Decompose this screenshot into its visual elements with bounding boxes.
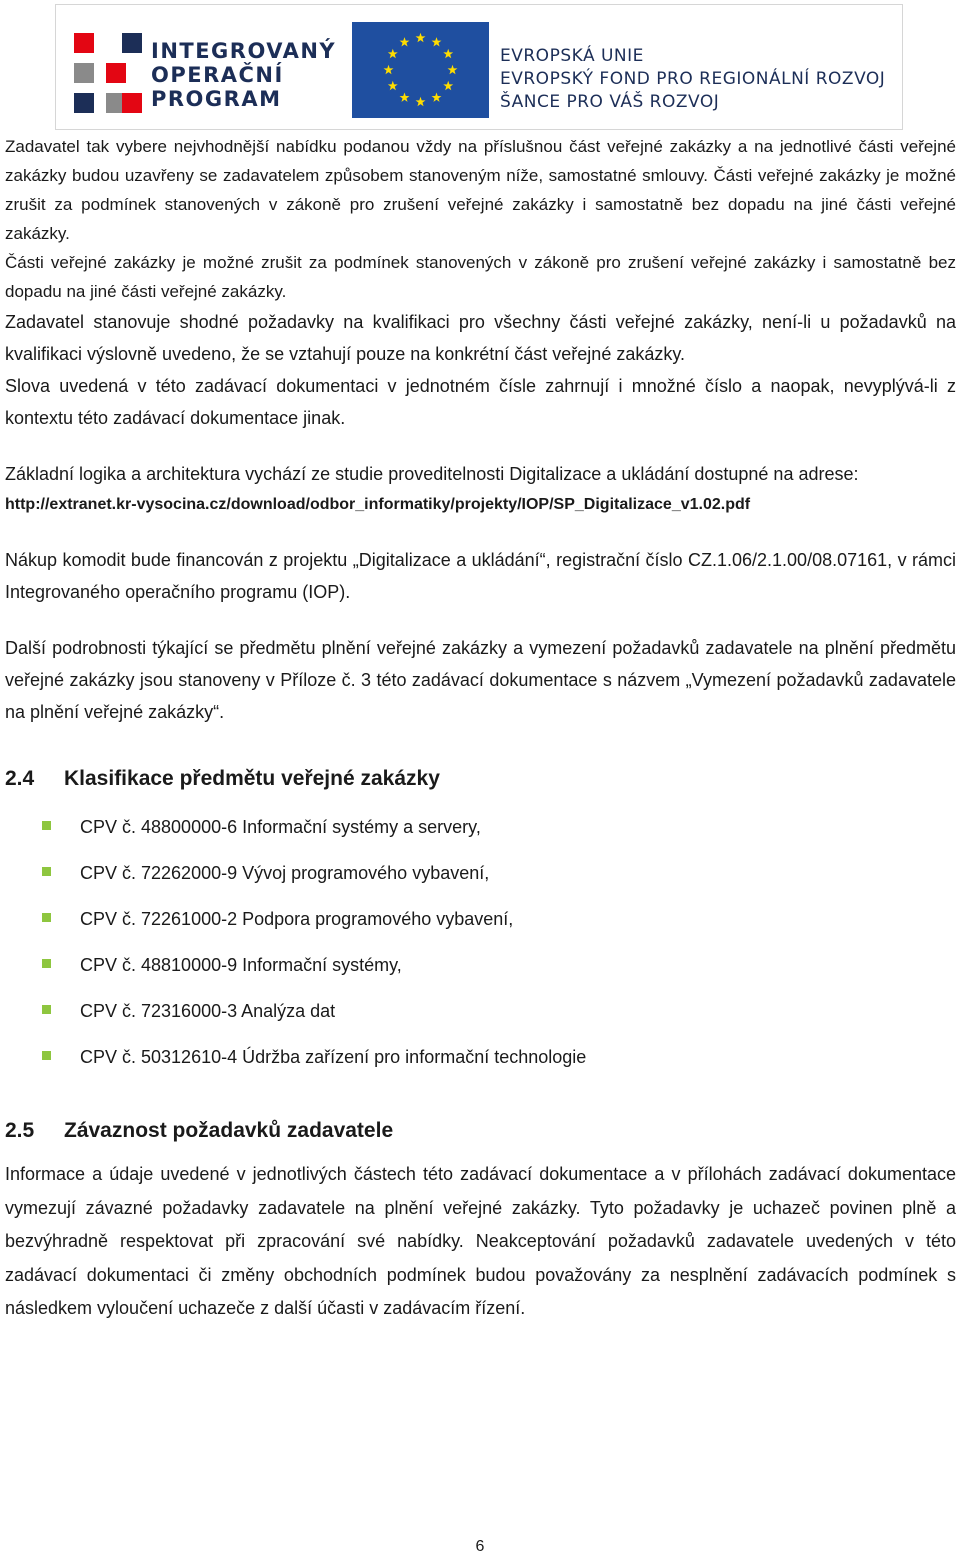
bullet-square-icon — [42, 1005, 51, 1014]
iop-logo-icon — [74, 33, 94, 113]
cpv-item-text: CPV č. 72261000-2 Podpora programového vybavení, — [80, 909, 514, 929]
list-item — [5, 988, 956, 1034]
section-title: Klasifikace předmětu veřejné zakázky — [64, 767, 440, 790]
list-item — [5, 850, 956, 896]
iop-program-title — [151, 39, 336, 111]
study-url-link[interactable]: http://extranet.kr-vysocina.cz/download/odbor_informatiky/projekty/IOP/SP_Digitalizace_v1.02.pdf — [5, 496, 751, 513]
bullet-square-icon — [42, 867, 51, 876]
paragraph-singular-plural: Slova uvedená v této zadávací dokumentaci v jednotném čísle zahrnují i množné číslo a naopak, nevyplývá-li z kontextu této zadávací dokumentace jinak. — [5, 376, 956, 428]
section-heading-2-5 — [5, 1116, 956, 1146]
cpv-item-text: CPV č. 72316000-3 Analýza dat — [80, 1001, 336, 1021]
spacer — [5, 728, 956, 764]
paragraph-funding: Nákup komodit bude financován z projektu „Digitalizace a ukládání“, registrační číslo CZ.1.06/2.1.00/08.07161, v rámci Integrovaného operačního programu (IOP). — [5, 550, 956, 602]
section-title: Závaznost požadavků zadavatele — [64, 1119, 394, 1142]
section-number: 2.4 — [5, 767, 35, 790]
spacer — [5, 1146, 956, 1158]
eu-fund-title — [500, 45, 885, 114]
eu-line-2: EVROPSKÝ FOND PRO REGIONÁLNÍ ROZVOJ — [500, 69, 886, 89]
spacer — [5, 520, 956, 544]
cpv-item-text: CPV č. 48810000-9 Informační systémy, — [80, 955, 402, 975]
cpv-list — [5, 804, 956, 1080]
eu-line-1: EVROPSKÁ UNIE — [500, 46, 644, 66]
paragraph-qualification: Zadavatel stanovuje shodné požadavky na kvalifikaci pro všechny části veřejné zakázky, není-li u požadavků na kvalifikaci výslovně uvedeno, že se vztahují pouze na konkrétní část veřejné zakázky. — [5, 312, 956, 364]
bullet-square-icon — [42, 913, 51, 922]
spacer — [5, 434, 956, 458]
iop-line-3: PROGRAM — [151, 87, 282, 111]
paragraph-architecture: Základní logika a architektura vychází ze studie proveditelnosti Digitalizace a ukládání dostupné na adrese: — [5, 464, 859, 484]
iop-line-1: INTEGROVANÝ — [151, 39, 337, 63]
paragraph-details: Další podrobnosti týkající se předmětu plnění veřejné zakázky a vymezení požadavků zadavatele na plnění předmětu veřejné zakázky jsou stanoveny v Příloze č. 3 této zadávací dokumentace s názvem „Vymezení požadavků zadavatele na plnění veřejné zakázky“. — [5, 638, 956, 722]
bullet-square-icon — [42, 821, 51, 830]
list-item — [5, 896, 956, 942]
bullet-square-icon — [42, 959, 51, 968]
cpv-item-text: CPV č. 50312610-4 Údržba zařízení pro informační technologie — [80, 1047, 587, 1067]
section-number: 2.5 — [5, 1119, 35, 1142]
list-item — [5, 804, 956, 850]
list-item — [5, 942, 956, 988]
iop-line-2: OPERAČNÍ — [151, 63, 284, 87]
cpv-item-text: CPV č. 72262000-9 Vývoj programového vybavení, — [80, 863, 490, 883]
spacer — [5, 1080, 956, 1116]
spacer — [5, 794, 956, 804]
eu-flag-icon — [352, 22, 489, 118]
iop-logo-icon-right — [122, 33, 142, 113]
eu-line-3: ŠANCE PRO VÁŠ ROZVOJ — [500, 92, 720, 112]
section-heading-2-4 — [5, 764, 956, 794]
spacer — [5, 608, 956, 632]
cpv-item-text: CPV č. 48800000-6 Informační systémy a servery, — [80, 817, 481, 837]
paragraph-award-lots: Zadavatel tak vybere nejvhodnější nabídku podanou vždy na příslušnou část veřejné zakázky a na jednotlivé části veřejné zakázky budou uzavřeny se zadavatelem způsobem stanoveným níže, samostatné smlouvy. Části veřejné zakázky je možné zrušit za podmínek stanovených v zákoně pro zrušení veřejné zakázky i samostatně bez dopadu na jiné části veřejné zakázky. — [5, 137, 956, 243]
list-item — [5, 1034, 956, 1080]
page-number: 6 — [475, 1538, 485, 1555]
paragraph-cancel-lots: Části veřejné zakázky je možné zrušit za podmínek stanovených v zákoně pro zrušení veřejné zakázky i samostatně bez dopadu na jiné části veřejné zakázky. — [5, 253, 956, 301]
bullet-square-icon — [42, 1051, 51, 1060]
header-banner — [55, 4, 903, 130]
document-body — [5, 132, 956, 1326]
paragraph-binding-requirements: Informace a údaje uvedené v jednotlivých částech této zadávací dokumentace a v přílohách zadávací dokumentace vymezují závazné požadavky zadavatele na plnění veřejné zakázky. Tyto požadavky je uchazeč povinen plně a bezvýhradně respektovat při zpracování své nabídky. Neakceptování požadavků zadavatele uvedených v této zadávací dokumentaci či změny obchodních podmínek budou považovány za nesplnění zadávacích podmínek s následkem vyloučení uchazeče z další účasti v zadávacím řízení. — [5, 1164, 956, 1318]
